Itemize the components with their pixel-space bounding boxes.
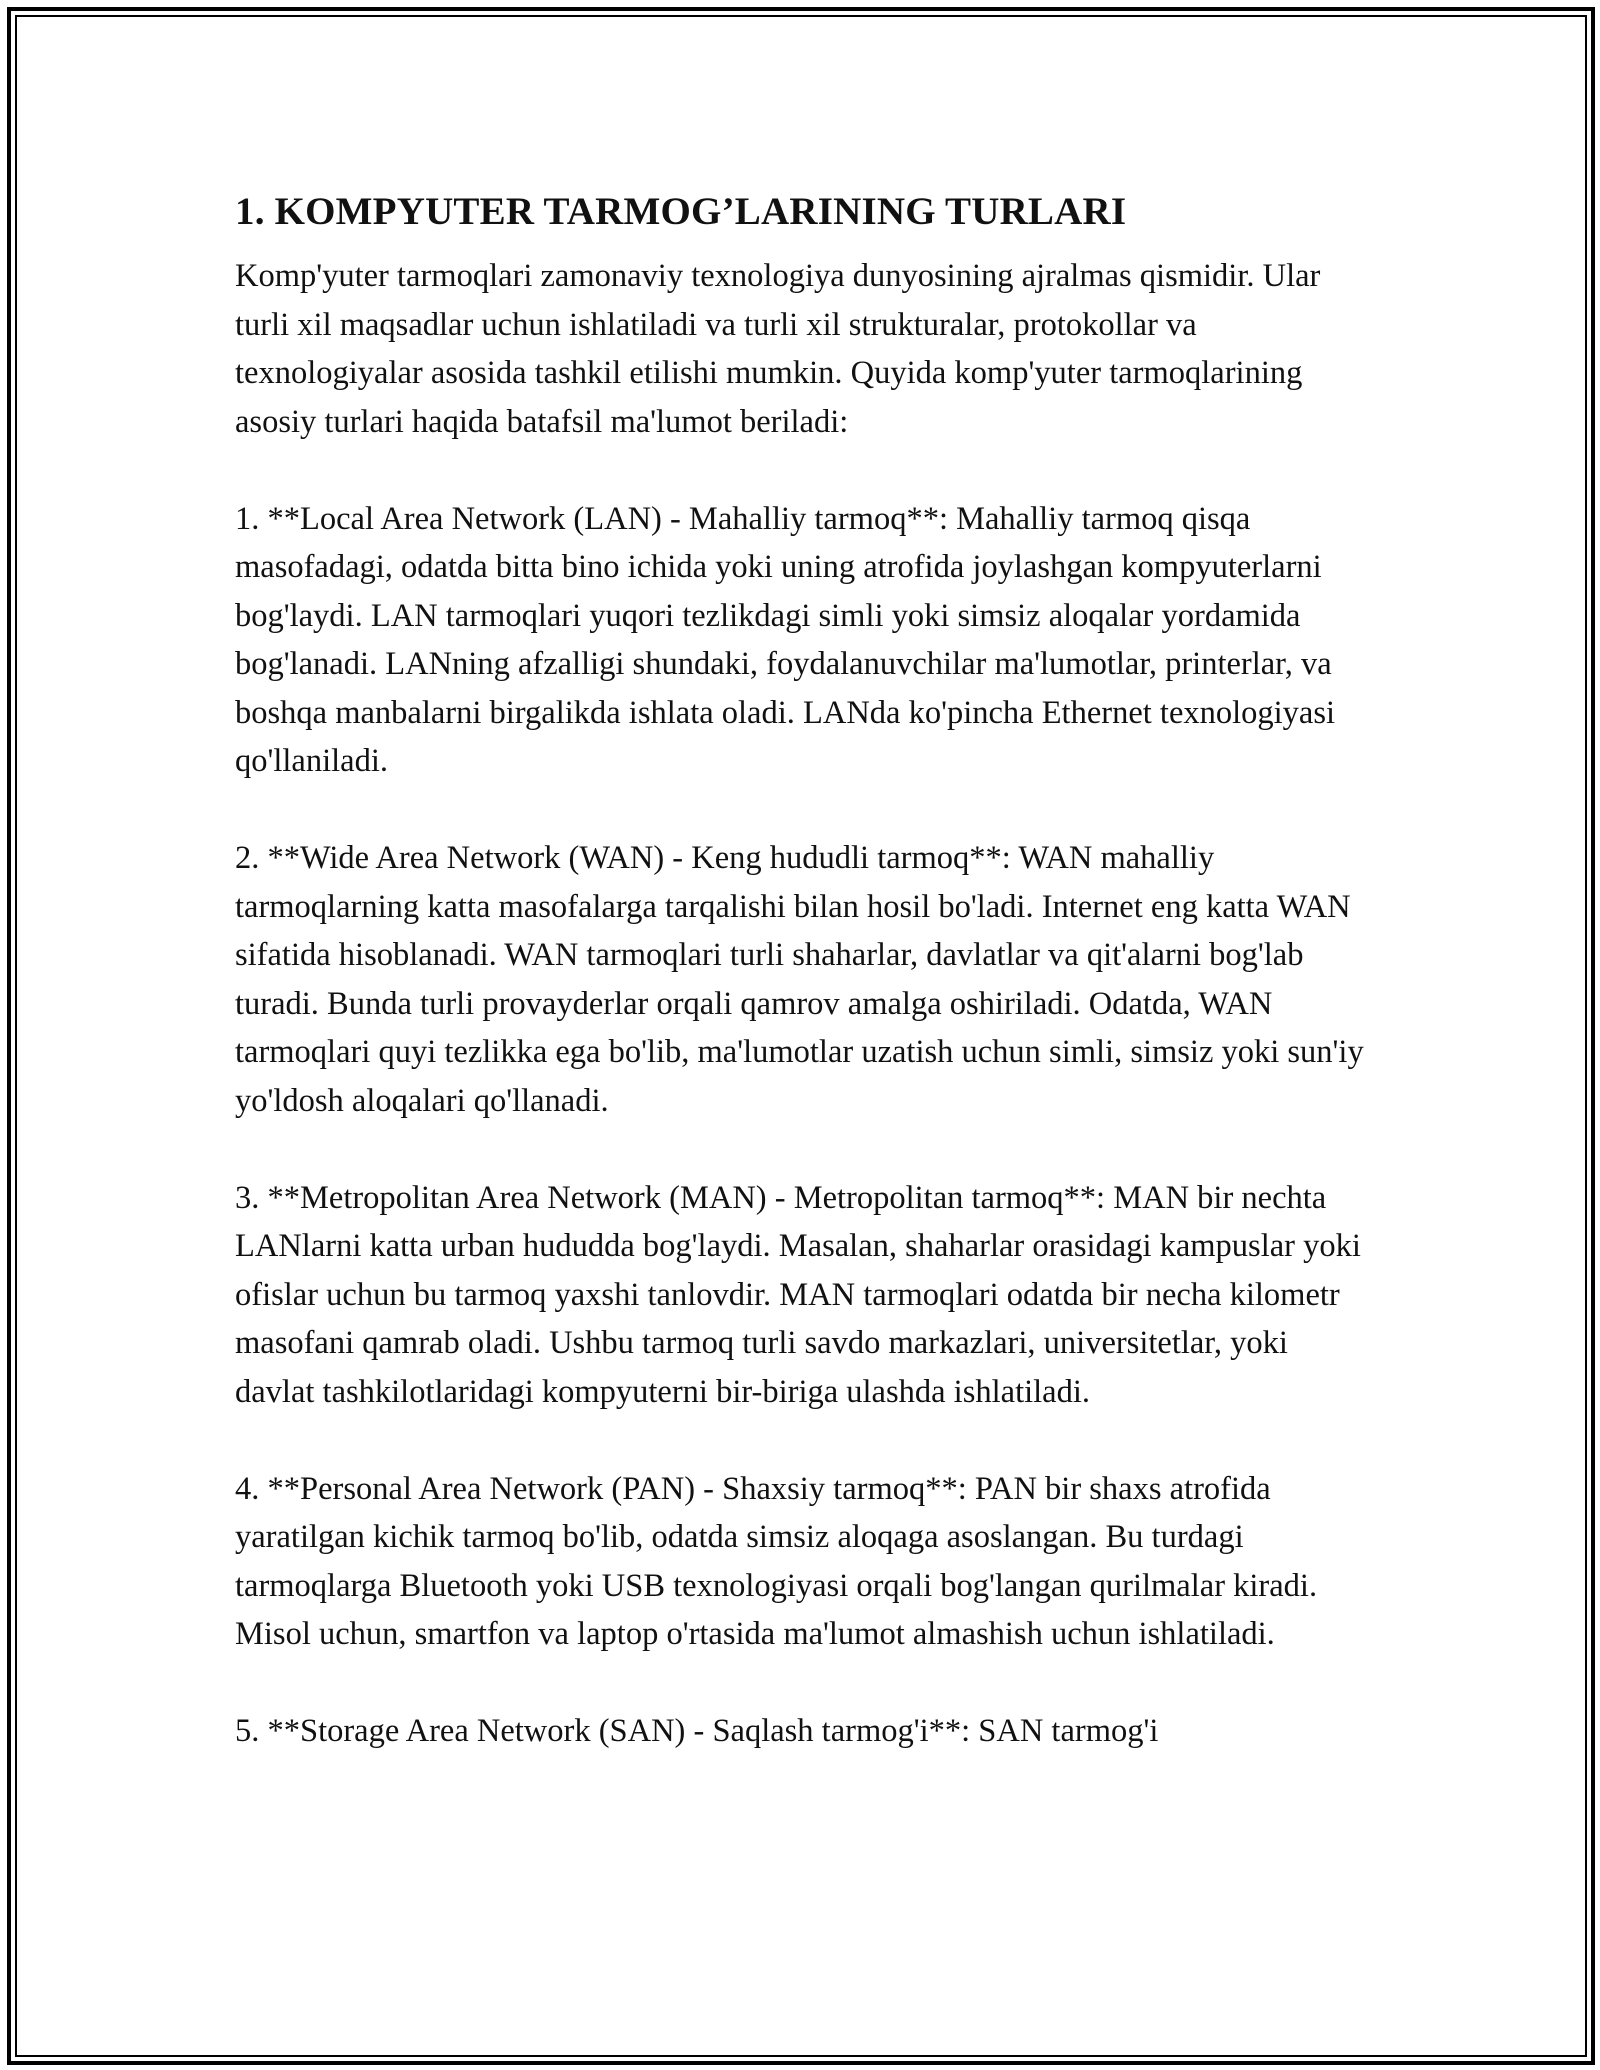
man-paragraph: 3. **Metropolitan Area Network (MAN) - Metropolitan tarmoq**: MAN bir nechta LANlarni katta urban hududda bog'laydi. Masalan, shaharlar orasidagi kampuslar yoki ofislar uchun bu tarmoq yaxshi tanlovdir. MAN tarmoqlari odatda bir necha kilometr masofani qamrab oladi. Ushbu tarmoq turli savdo markazlari, universitetlar, yoki davlat tashkilotlaridagi kompyuterni bir-biriga ulashda ishlatiladi. <box>235 1179 1361 1410</box>
intro-paragraph: Komp'yuter tarmoqlari zamonaviy texnologiya dunyosining ajralmas qismidir. Ular turli xil maqsadlar uchun ishlatiladi va turli xil strukturalar, protokollar va texnologiyalar asosida tashkil etilishi mumkin. Quyida komp'yuter tarmoqlarining asosiy turlari haqida batafsil ma'lumot beriladi: <box>235 258 1321 440</box>
document-body <box>235 186 1375 1756</box>
pan-paragraph: 4. **Personal Area Network (PAN) - Shaxsiy tarmoq**: PAN bir shaxs atrofida yaratilgan kichik tarmoq bo'lib, odatda simsiz aloqaga asoslangan. Bu turdagi tarmoqlarga Bluetooth yoki USB texnologiyasi orqali bog'langan qurilmalar kiradi. Misol uchun, smartfon va laptop o'rtasida ma'lumot almashish uchun ishlatiladi. <box>235 1470 1318 1652</box>
san-paragraph: 5. **Storage Area Network (SAN) - Saqlash tarmog'i**: SAN tarmog'i <box>235 1713 1159 1749</box>
page-title: 1. KOMPYUTER TARMOG’LARINING TURLARI <box>235 190 1127 233</box>
lan-paragraph: 1. **Local Area Network (LAN) - Mahalliy tarmoq**: Mahalliy tarmoq qisqa masofadagi, odatda bitta bino ichida yoki uning atrofida joylashgan kompyuterlarni bog'laydi. LAN tarmoqlari yuqori tezlikdagi simli yoki simsiz aloqalar yordamida bog'lanadi. LANning afzalligi shundaki, foydalanuvchilar ma'lumotlar, printerlar, va boshqa manbalarni birgalikda ishlata oladi. LANda ko'pincha Ethernet texnologiyasi qo'llaniladi. <box>235 500 1336 779</box>
wan-paragraph: 2. **Wide Area Network (WAN) - Keng hududli tarmoq**: WAN mahalliy tarmoqlarning katta masofalarga tarqalishi bilan hosil bo'ladi. Internet eng katta WAN sifatida hisoblanadi. WAN tarmoqlari turli shaharlar, davlatlar va qit'alarni bog'lab turadi. Bunda turli provayderlar orqali qamrov amalga oshiriladi. Odatda, WAN tarmoqlari quyi tezlikka ega bo'lib, ma'lumotlar uzatish uchun simli, simsiz yoki sun'iy yo'ldosh aloqalari qo'llanadi. <box>235 840 1364 1119</box>
